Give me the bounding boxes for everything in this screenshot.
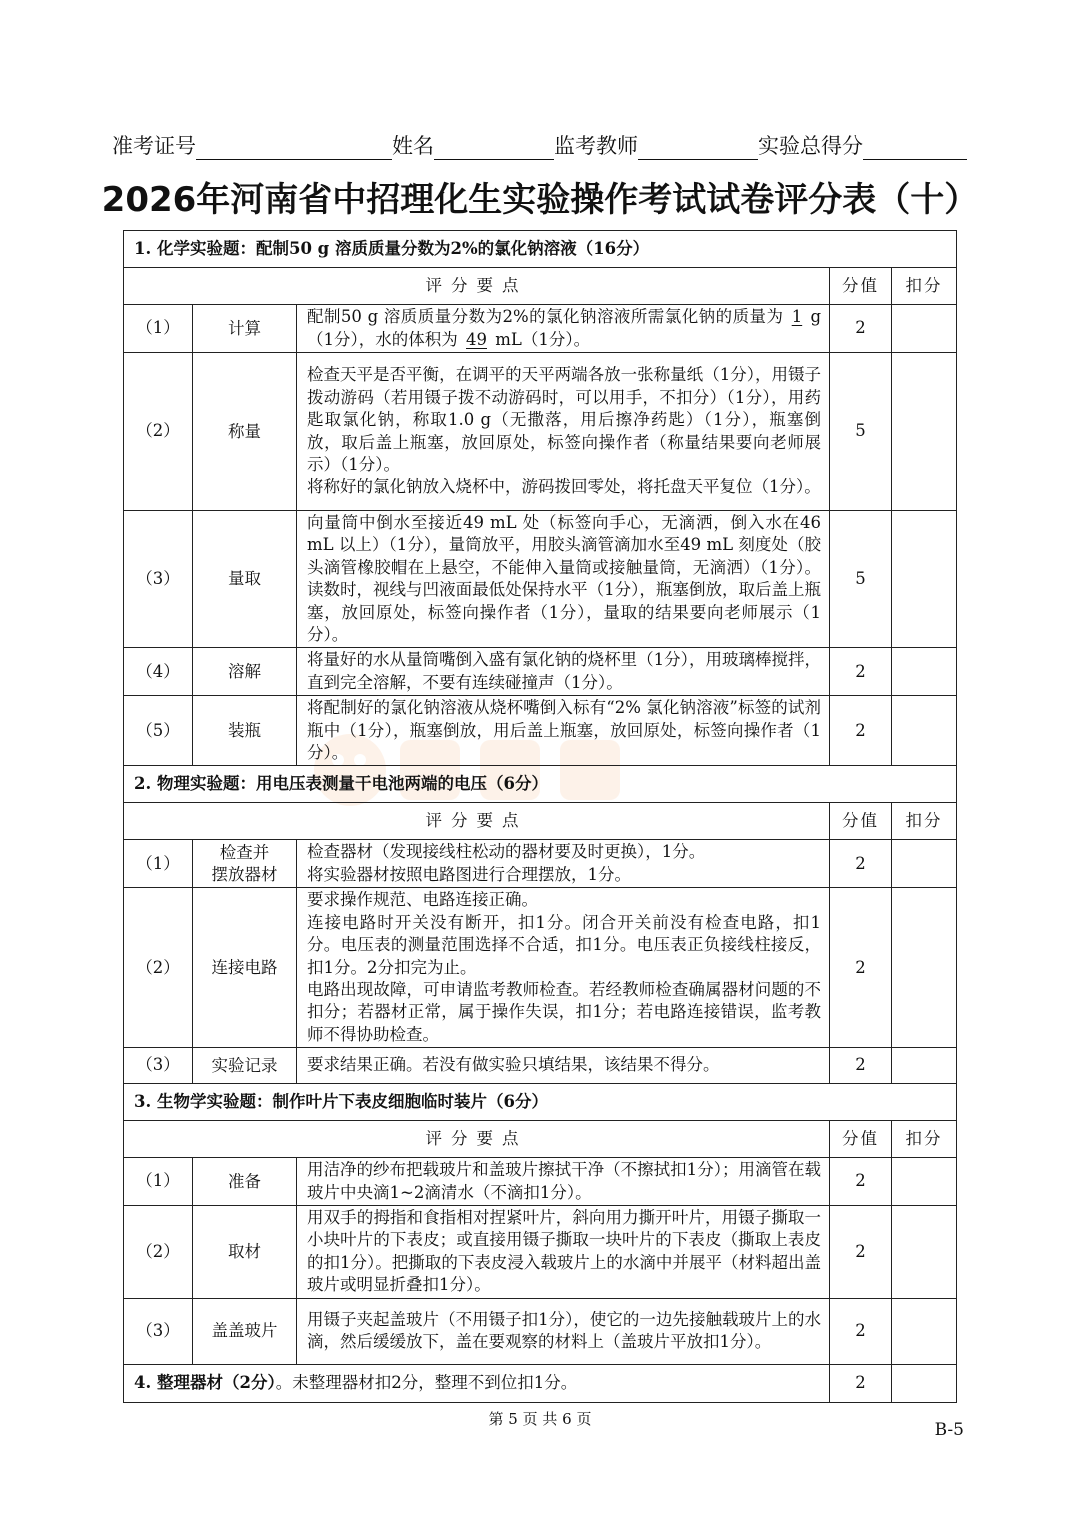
table-row <box>124 648 957 696</box>
exam-id-label: 准考证号 <box>112 134 196 158</box>
item-point-value: 5 <box>830 511 892 648</box>
deduction-cell[interactable] <box>892 1364 957 1402</box>
criteria-text: g（1分），水的体积为 <box>307 307 821 349</box>
table-row <box>124 840 957 888</box>
deduction-cell[interactable] <box>892 840 957 888</box>
deduction-cell[interactable] <box>892 1048 957 1084</box>
name-field[interactable] <box>434 135 554 160</box>
scoring-table <box>123 230 957 1403</box>
total-score-field[interactable] <box>863 135 967 160</box>
item-number: （3） <box>124 1298 193 1364</box>
col-point-value: 分值 <box>830 268 892 305</box>
deduction-cell[interactable] <box>892 648 957 696</box>
candidate-info-line <box>112 130 982 160</box>
column-header-row <box>124 268 957 305</box>
item-name: 称量 <box>193 353 297 511</box>
table-row <box>124 696 957 766</box>
section-title: 4. 整理器材（2分） <box>134 1372 276 1392</box>
table-row <box>124 511 957 648</box>
page-number: 第 5 页 共 6 页 <box>488 1410 592 1428</box>
item-number: （1） <box>124 840 193 888</box>
item-point-value: 2 <box>830 1158 892 1206</box>
item-point-value: 2 <box>830 1298 892 1364</box>
table-row <box>124 305 957 353</box>
deduction-cell[interactable] <box>892 696 957 766</box>
invigilator-field[interactable] <box>638 135 758 160</box>
item-criteria: 用双手的拇指和食指相对捏紧叶片，斜向用力撕开叶片，用镊子撕取一小块叶片的下表皮；或直接用镊子撕取一块叶片的下表皮（撕取上表皮的扣1分）。把撕取的下表皮浸入载玻片上的水滴中并展平（材料超出盖玻片或明显折叠扣1分）。 <box>297 1205 830 1298</box>
item-name: 量取 <box>193 511 297 648</box>
item-name: 计算 <box>193 305 297 353</box>
item-point-value: 5 <box>830 353 892 511</box>
item-point-value: 2 <box>830 1364 892 1402</box>
item-number: （2） <box>124 888 193 1048</box>
table-row <box>124 1158 957 1206</box>
col-scoring-points: 评分要点 <box>124 268 830 305</box>
cleanup-criteria <box>124 1364 830 1402</box>
deduction-cell[interactable] <box>892 1205 957 1298</box>
criteria-text: mL（1分）。 <box>495 329 591 349</box>
col-scoring-points: 评分要点 <box>124 1121 830 1158</box>
item-criteria <box>297 305 830 353</box>
answer-blank: 49 <box>466 329 487 349</box>
section-title-row <box>124 766 957 803</box>
item-point-value: 2 <box>830 1048 892 1084</box>
item-point-value: 2 <box>830 696 892 766</box>
deduction-cell[interactable] <box>892 511 957 648</box>
section-title: 3. 生物学实验题：制作叶片下表皮细胞临时装片（6分） <box>124 1084 957 1121</box>
exam-id-field[interactable] <box>196 135 392 160</box>
table-row <box>124 1048 957 1084</box>
item-criteria: 向量筒中倒水至接近49 mL 处（标签向手心，无滴洒，倒入水在46 mL 以上）（1分），量筒放平，用胶头滴管滴加水至49 mL 刻度处（胶头滴管橡胶帽在上悬空，不能伸入量筒或接触量筒，无滴洒）（1分）。读数时，视线与凹液面最低处保持水平（1分），瓶塞倒放，取后盖上瓶塞，放回原处，标签向操作者（1分），量取的结果要向老师展示（1分）。 <box>297 511 830 648</box>
item-criteria: 要求操作规范、电路连接正确。 连接电路时开关没有断开，扣1分。闭合开关前没有检查电路，扣1分。电压表的测量范围选择不合适，扣1分。电压表正负接线柱接反，扣1分。2分扣完为止。 电路出现故障，可申请监考教师检查。若经教师检查确属器材问题的不扣分；若器材正常，属于操作失误，扣1分；若电路连接错误，监考教师不得协助检查。 <box>297 888 830 1048</box>
col-deduction: 扣分 <box>892 803 957 840</box>
item-criteria: 将配制好的氯化钠溶液从烧杯嘴倒入标有“2% 氯化钠溶液”标签的试剂瓶中（1分），瓶塞倒放，用后盖上瓶塞，放回原处，标签向操作者（1分）。 <box>297 696 830 766</box>
item-name: 检查并 摆放器材 <box>193 840 297 888</box>
item-name: 溶解 <box>193 648 297 696</box>
item-point-value: 2 <box>830 305 892 353</box>
column-header-row <box>124 803 957 840</box>
item-point-value: 2 <box>830 840 892 888</box>
item-criteria: 要求结果正确。若没有做实验只填结果，该结果不得分。 <box>297 1048 830 1084</box>
col-scoring-points: 评分要点 <box>124 803 830 840</box>
item-criteria: 检查器材（发现接线柱松动的器材要及时更换），1分。 将实验器材按照电路图进行合理摆放，1分。 <box>297 840 830 888</box>
item-number: （3） <box>124 511 193 648</box>
item-point-value: 2 <box>830 888 892 1048</box>
item-point-value: 2 <box>830 648 892 696</box>
deduction-cell[interactable] <box>892 1158 957 1206</box>
criteria-text: 配制50 g 溶质质量分数为2%的氯化钠溶液所需氯化钠的质量为 <box>307 307 784 327</box>
item-name: 连接电路 <box>193 888 297 1048</box>
item-name: 装瓶 <box>193 696 297 766</box>
criteria-text: 。未整理器材扣2分，整理不到位扣1分。 <box>275 1372 578 1392</box>
item-number: （1） <box>124 305 193 353</box>
item-number: （2） <box>124 1205 193 1298</box>
sheet-code: B-5 <box>934 1420 964 1440</box>
item-criteria: 用镊子夹起盖玻片（不用镊子扣1分），使它的一边先接触载玻片上的水滴，然后缓缓放下，盖在要观察的材料上（盖玻片平放扣1分）。 <box>297 1298 830 1364</box>
item-number: （2） <box>124 353 193 511</box>
deduction-cell[interactable] <box>892 305 957 353</box>
item-criteria: 检查天平是否平衡，在调平的天平两端各放一张称量纸（1分），用镊子拨动游码（若用镊子拨不动游码时，可以用手，不扣分）（1分），用药匙取氯化钠，称取1.0 g（无撒落，用后擦净药匙）（1分），瓶塞倒放，取后盖上瓶塞，放回原处，标签向操作者（称量结果要向老师展示）（1分）。 将称好的氯化钠放入烧杯中，游码拨回零处，将托盘天平复位（1分）。 <box>297 353 830 511</box>
col-point-value: 分值 <box>830 1121 892 1158</box>
total-score-label: 实验总得分 <box>758 134 863 158</box>
col-point-value: 分值 <box>830 803 892 840</box>
item-name: 盖盖玻片 <box>193 1298 297 1364</box>
answer-blank: 1 <box>791 307 803 327</box>
item-name: 取材 <box>193 1205 297 1298</box>
section-title: 1. 化学实验题：配制50 g 溶质质量分数为2%的氯化钠溶液（16分） <box>124 231 957 268</box>
table-row <box>124 1205 957 1298</box>
item-number: （1） <box>124 1158 193 1206</box>
item-point-value: 2 <box>830 1205 892 1298</box>
invigilator-label: 监考教师 <box>554 134 638 158</box>
item-number: （5） <box>124 696 193 766</box>
section-title: 2. 物理实验题：用电压表测量干电池两端的电压（6分） <box>124 766 957 803</box>
page-title: 2026年河南省中招理化生实验操作考试试卷评分表（十） <box>101 180 979 220</box>
item-name: 准备 <box>193 1158 297 1206</box>
table-row <box>124 1298 957 1364</box>
item-criteria: 将量好的水从量筒嘴倒入盛有氯化钠的烧杯里（1分），用玻璃棒搅拌，直到完全溶解，不要有连续碰撞声（1分）。 <box>297 648 830 696</box>
table-row <box>124 888 957 1048</box>
item-name: 实验记录 <box>193 1048 297 1084</box>
item-number: （3） <box>124 1048 193 1084</box>
item-number: （4） <box>124 648 193 696</box>
deduction-cell[interactable] <box>892 888 957 1048</box>
item-criteria: 用洁净的纱布把载玻片和盖玻片擦拭干净（不擦拭扣1分）；用滴管在载玻片中央滴1~2滴清水（不滴扣1分）。 <box>297 1158 830 1206</box>
section-title-row <box>124 231 957 268</box>
table-row <box>124 353 957 511</box>
section-4-row <box>124 1364 957 1402</box>
column-header-row <box>124 1121 957 1158</box>
deduction-cell[interactable] <box>892 1298 957 1364</box>
section-title-row <box>124 1084 957 1121</box>
col-deduction: 扣分 <box>892 268 957 305</box>
col-deduction: 扣分 <box>892 1121 957 1158</box>
name-label: 姓名 <box>392 134 434 158</box>
deduction-cell[interactable] <box>892 353 957 511</box>
